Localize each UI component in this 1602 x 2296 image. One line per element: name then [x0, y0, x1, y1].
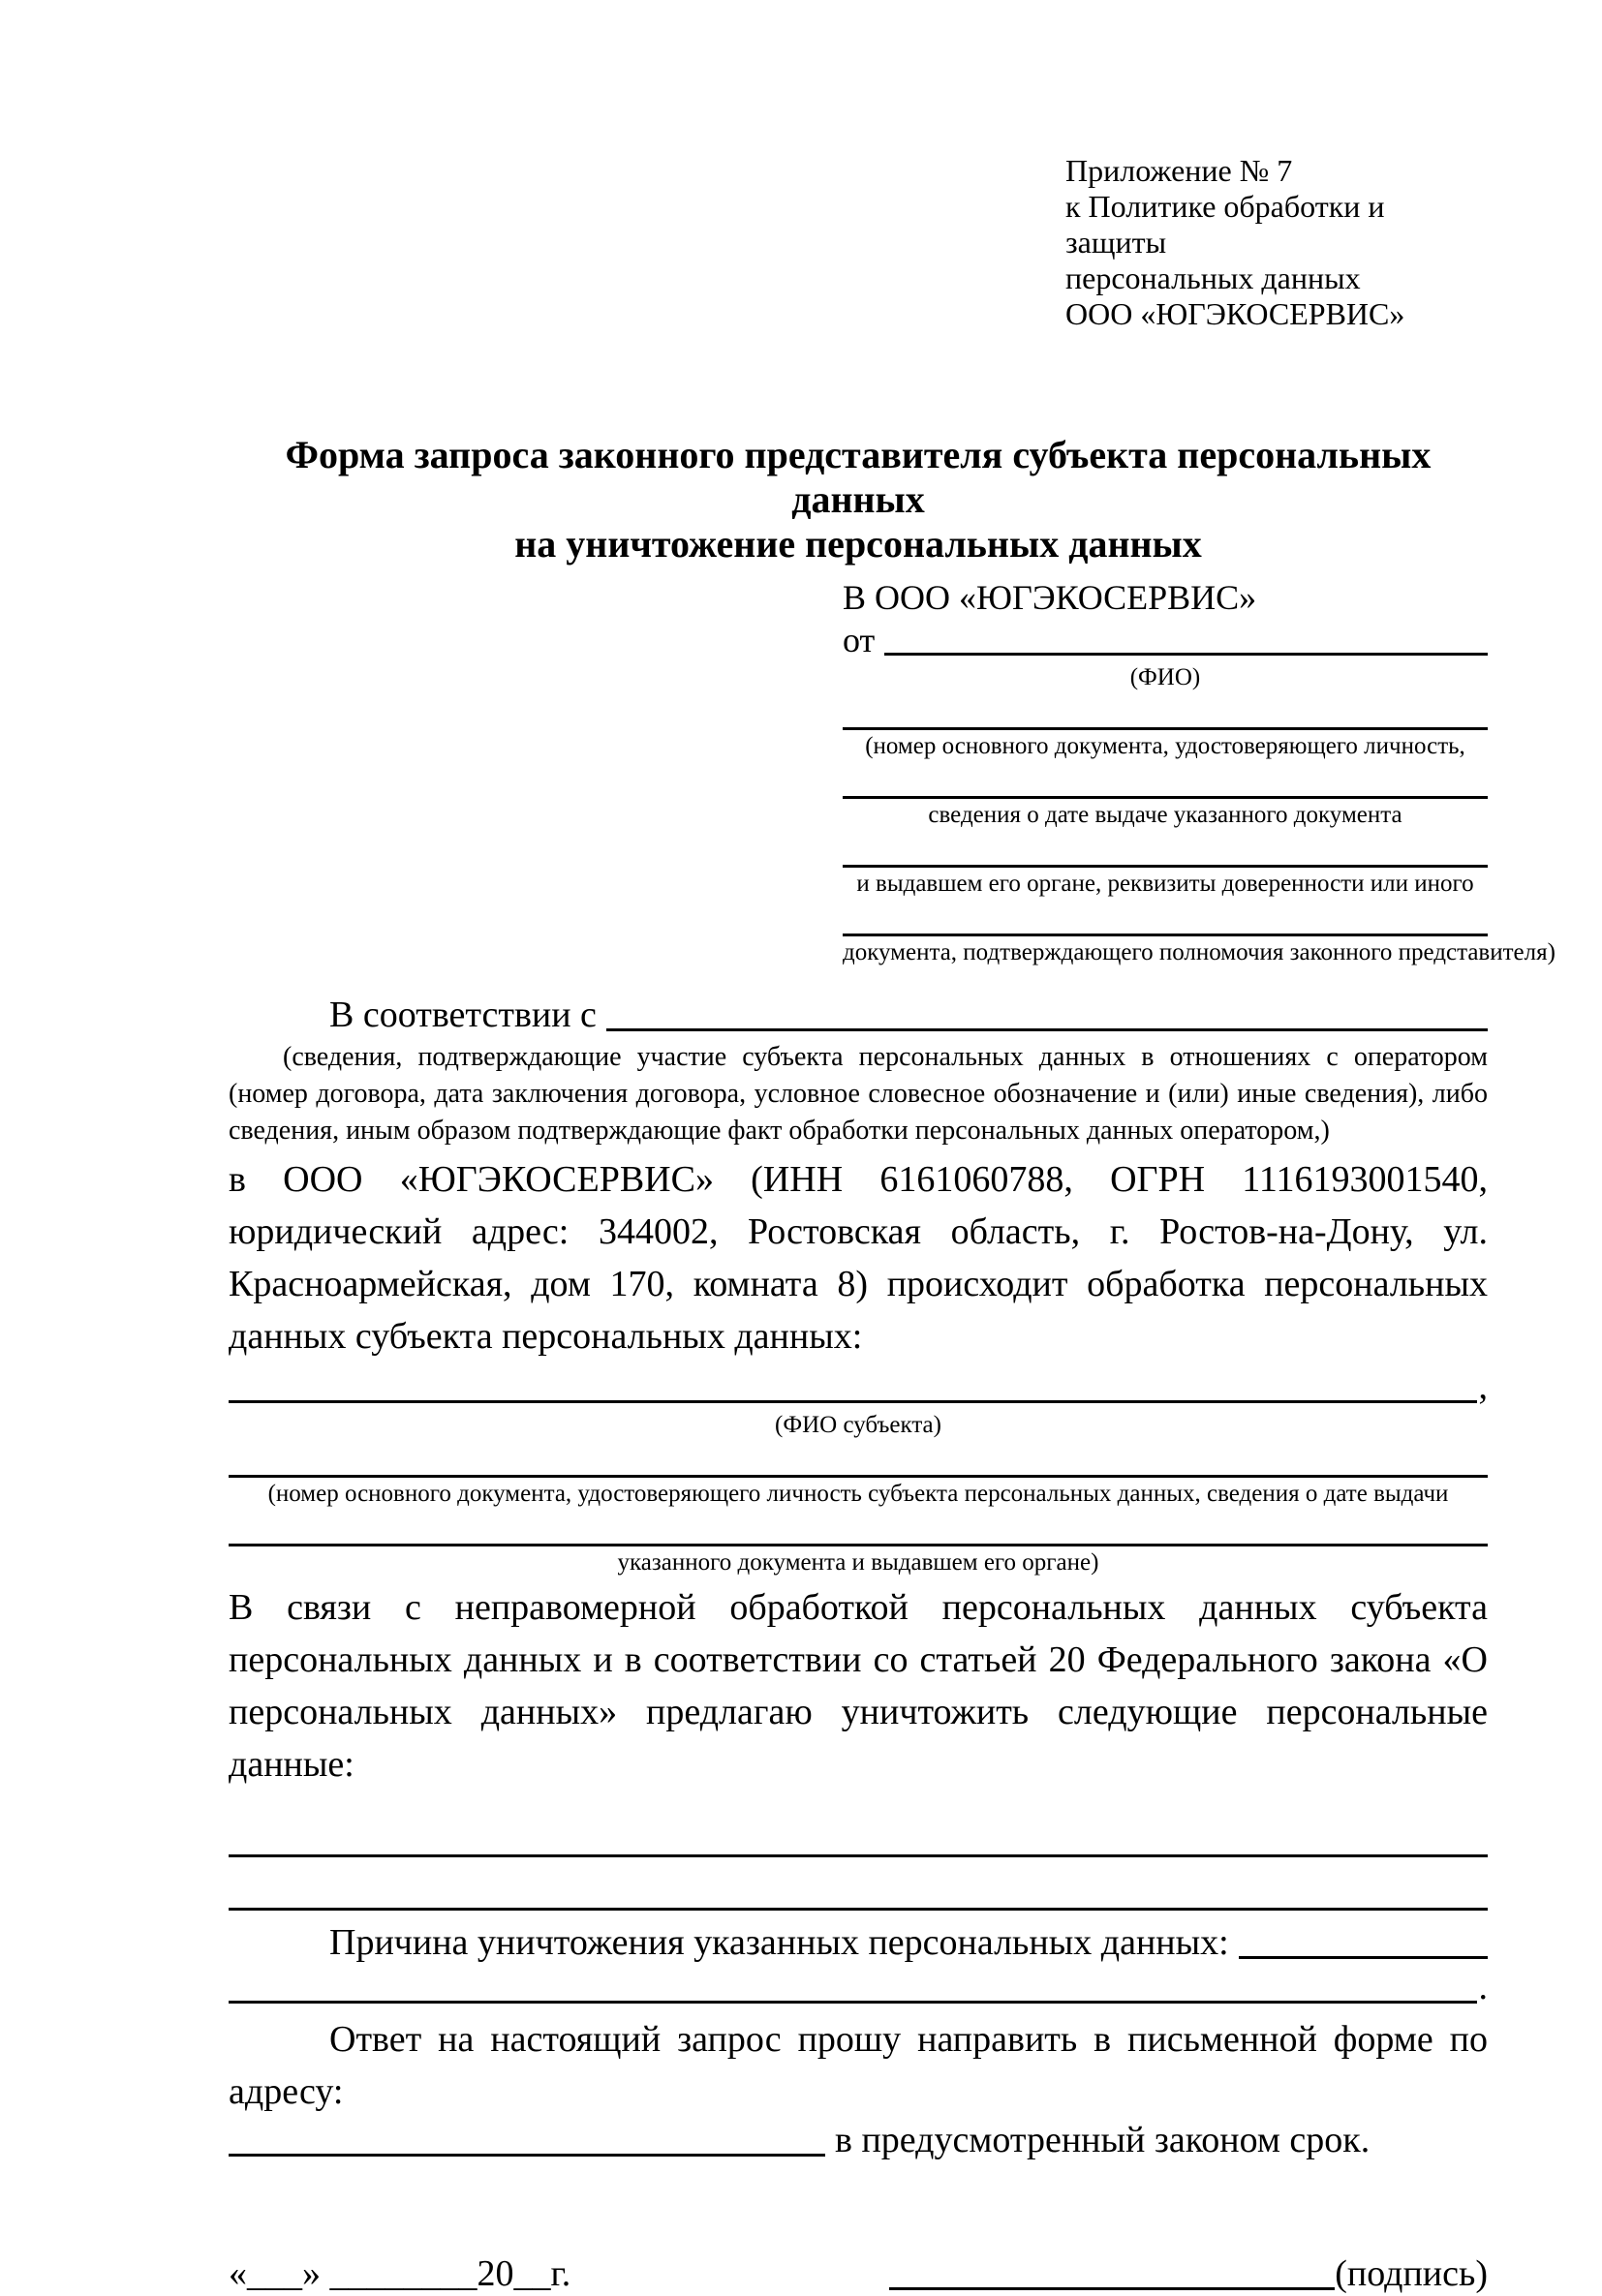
- reason-blank-line-2: [229, 2001, 1477, 2004]
- annex-note: [1065, 153, 1488, 332]
- trailing-comma: ,: [1478, 1366, 1488, 1407]
- addressee-block: [843, 576, 1556, 967]
- reason-blank-line: [1239, 1956, 1488, 1959]
- reply-tail: в предусмотренный законом срок.: [835, 2120, 1371, 2160]
- caption-subject-id-document: (номер основного документа, удостоверяющего личность субъекта персональных данных, сведения о дате выдачи: [267, 1481, 1449, 1507]
- from-label: от: [843, 621, 876, 659]
- trailing-period: .: [1478, 1967, 1488, 2007]
- blank-line: [229, 1509, 1488, 1546]
- annex-line: персональных данных: [1065, 260, 1361, 295]
- accordance-row: [229, 993, 1488, 1037]
- blank-line: [843, 692, 1488, 730]
- signature-blank-line: [889, 2254, 1335, 2290]
- operator-paragraph: в ООО «ЮГЭКОСЕРВИС» (ИНН 6161060788, ОГРН 1116193001540, юридический адрес: 344002, Ростовская область, г. Ростов-на-Дону, ул. Красноармейская, дом 170, комната 8) происходит обработка персональных данных субъекта персональных данных:: [229, 1159, 1488, 1357]
- accordance-footnote: (сведения, подтверждающие участие субъекта персональных данных в отношениях с оператором (номер договора, дата заключения договора, условное словесное обозначение и (или) иные сведения), либо сведения, иным образом подтверждающие факт обработки персональных данных оператором,): [229, 1042, 1488, 1146]
- reply-address-row: [229, 2118, 1488, 2162]
- caption-fio: (ФИО): [1129, 664, 1201, 690]
- demand-paragraph: В связи с неправомерной обработкой персональных данных субъекта персональных данных и в соответствии со статьей 20 Федерального закона «О персональных данных» предлагаю уничтожить следующие персональные данные:: [229, 1587, 1488, 1785]
- date-blank: «___» ________20__г.: [229, 2253, 571, 2294]
- subject-fio-blank-line: [229, 1400, 1477, 1403]
- annex-line: Приложение № 7: [1065, 153, 1293, 188]
- from-blank-line: [884, 653, 1488, 656]
- caption-issuing-authority: и выдавшем его органе, реквизиты доверенности или иного: [856, 871, 1474, 897]
- blank-line: [843, 899, 1488, 936]
- reply-sentence: Ответ на настоящий запрос прошу направить в письменной форме по адресу:: [229, 2019, 1488, 2112]
- blank-line: [229, 1804, 1488, 1857]
- accordance-blank-line: [606, 1028, 1488, 1031]
- form-title-line2: на уничтожение персональных данных: [514, 522, 1202, 566]
- form-title-line1: Форма запроса законного представителя субъекта персональных данных: [285, 433, 1432, 521]
- blank-line: [229, 1857, 1488, 1911]
- caption-representative-authority: документа, подтверждающего полномочия законного представителя): [843, 939, 1556, 965]
- annex-line: ООО «ЮГЭКОСЕРВИС»: [1065, 296, 1405, 331]
- caption-subject-issuing-authority: указанного документа и выдавшем его органе): [617, 1549, 1099, 1576]
- form-title: [229, 433, 1488, 566]
- caption-subject-fio: (ФИО субъекта): [775, 1412, 941, 1438]
- reason-row: [229, 1920, 1488, 1965]
- blank-line: [843, 830, 1488, 868]
- signature-caption: (подпись): [1335, 2253, 1488, 2294]
- subject-fio-row: [229, 1364, 1488, 1409]
- from-row: [843, 619, 1488, 661]
- caption-id-document: (номер основного документа, удостоверяющего личность,: [865, 733, 1465, 759]
- blank-line: [843, 761, 1488, 799]
- annex-line: к Политике обработки и защиты: [1065, 189, 1385, 260]
- signature-group: [889, 2251, 1488, 2296]
- addressee-organization: В ООО «ЮГЭКОСЕРВИС»: [843, 578, 1257, 617]
- address-blank-line: [229, 2121, 825, 2157]
- accordance-lead: В соответствии с: [329, 995, 597, 1035]
- reason-continuation-row: [229, 1967, 1488, 2009]
- reason-label: Причина уничтожения указанных персональных данных:: [329, 1922, 1229, 1963]
- blank-line: [229, 1440, 1488, 1478]
- signature-row: [229, 2251, 1488, 2296]
- caption-issue-date: сведения о дате выдаче указанного документа: [928, 802, 1402, 828]
